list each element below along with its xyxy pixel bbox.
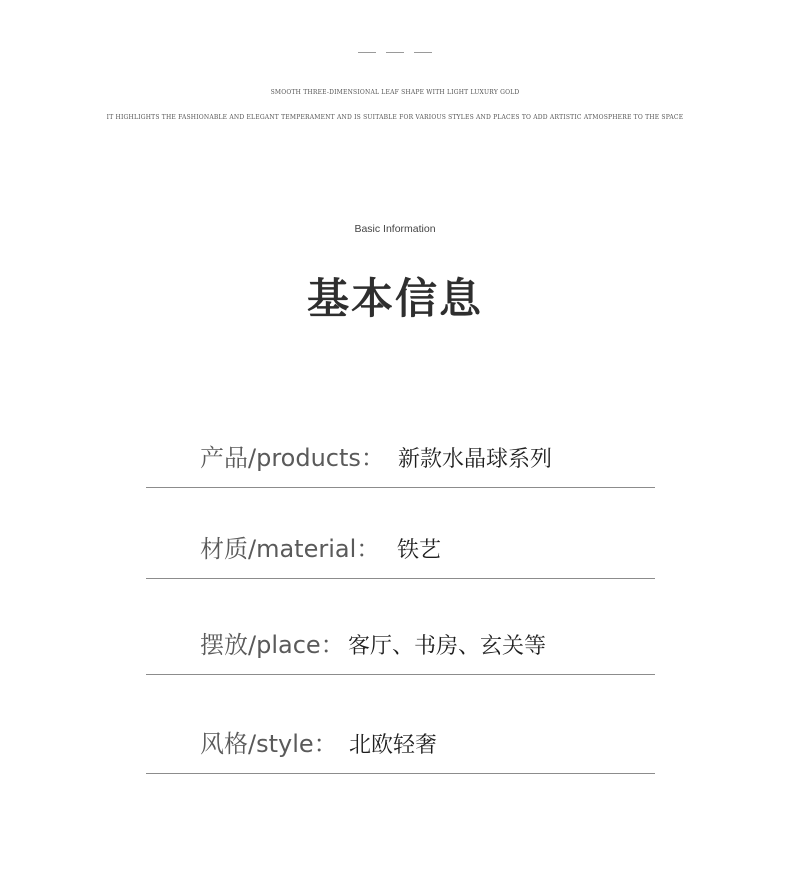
info-value-style: 北欧轻奢 [349,733,438,758]
info-row-place [146,630,655,675]
info-row-material [146,534,655,579]
info-row-style [146,729,655,774]
info-label-material: 材质/material： [200,535,381,563]
section-title: 基本信息 [306,274,483,323]
info-value-products: 新款水晶球系列 [398,447,553,472]
info-row-products [146,443,655,488]
tagline-line-2: IT HIGHLIGHTS THE FASHIONABLE AND ELEGANT TEMPERAMENT AND IS SUITABLE FOR VARIOUS STYLES AND PLACES TO ADD ARTISTIC ATMOSPHERE TO THE SPACE [106,114,684,121]
info-value-place: 客厅、书房、玄关等 [348,634,547,659]
info-label-place: 摆放/place： [200,631,345,659]
info-label-products: 产品/products： [200,444,385,472]
tagline-line-1: SMOOTH THREE-DIMENSIONAL LEAF SHAPE WITH LIGHT LUXURY GOLD [270,89,520,96]
divider-dash [358,52,376,53]
divider-dash [414,52,432,53]
info-value-material: 铁艺 [397,538,442,563]
info-label-style: 风格/style： [200,730,338,758]
section-subtitle: Basic Information [354,223,436,235]
divider-dash [386,52,404,53]
decorative-dashes [0,52,790,53]
